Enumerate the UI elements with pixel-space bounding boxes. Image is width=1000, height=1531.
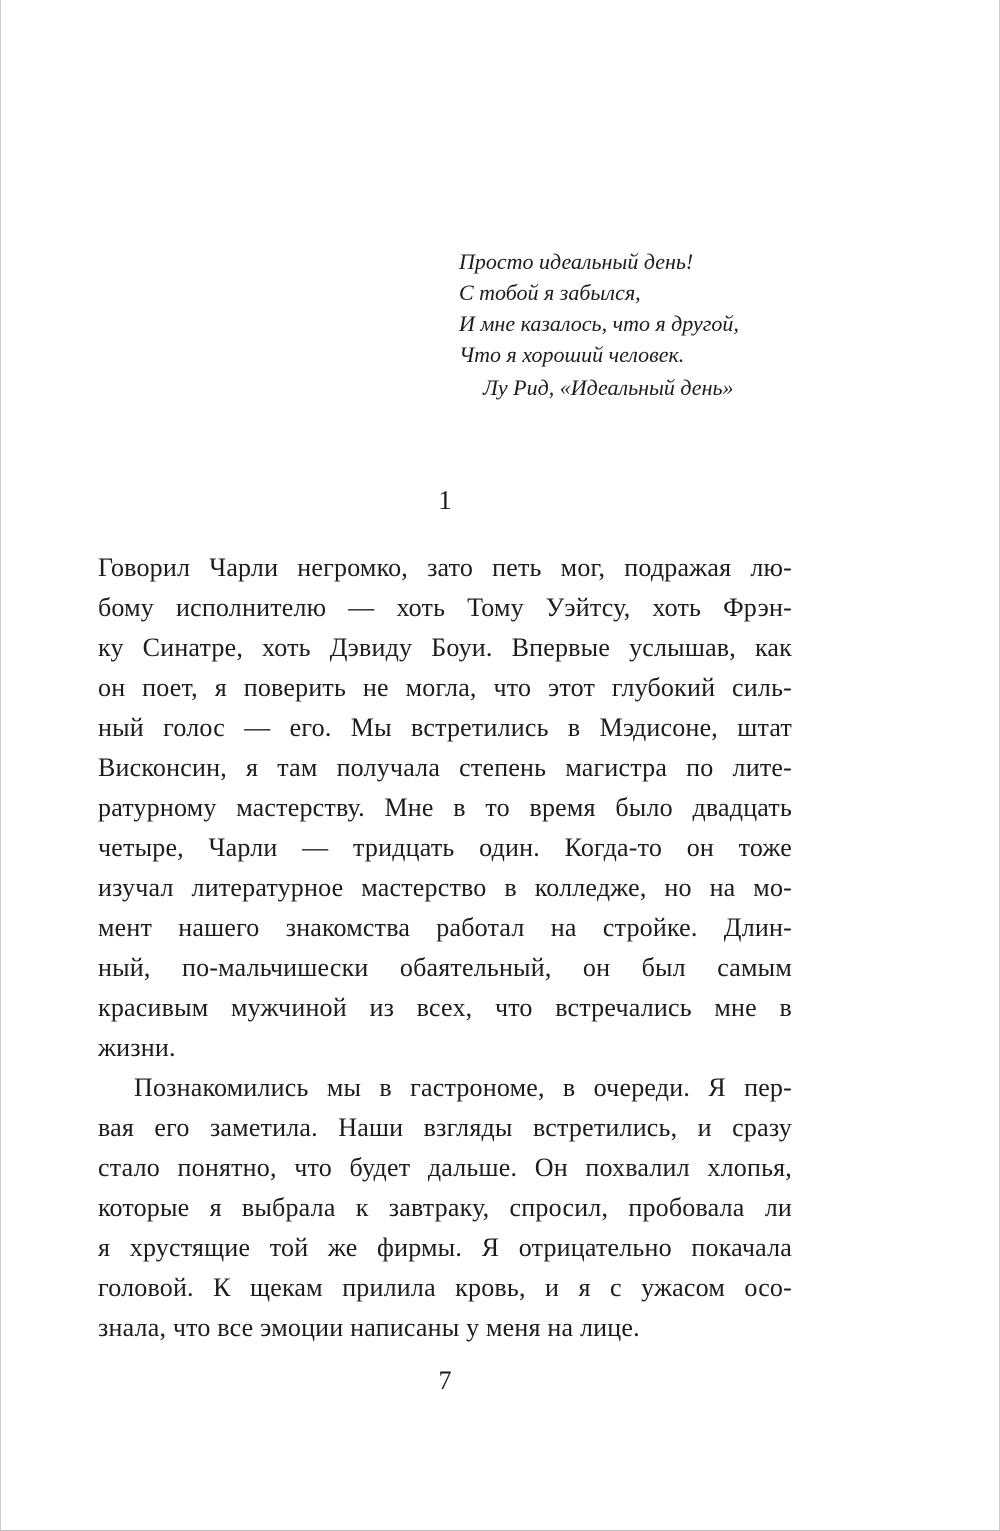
epigraph: [459, 246, 739, 403]
epigraph-attribution: Лу Рид, «Идеальный день»: [483, 375, 734, 400]
epigraph-line: И мне казалось, что я другой,: [459, 311, 739, 336]
body-line: изучал литературное мастерство в колледже, но на мо-: [98, 873, 792, 902]
body-line: головой. К щекам прилила кровь, и я с ужасом осо-: [98, 1273, 792, 1302]
body-line: знала, что все эмоции написаны у меня на лице.: [98, 1313, 640, 1342]
body-line: стало понятно, что будет дальше. Он похвалил хлопья,: [98, 1153, 792, 1182]
body-line: Висконсин, я там получала степень магистра по лите-: [98, 753, 792, 782]
body-line: жизни.: [98, 1033, 176, 1062]
body-line: красивым мужчиной из всех, что встречались мне в: [98, 993, 792, 1022]
body-line: он поет, я поверить не могла, что этот глубокий силь-: [98, 673, 792, 702]
body-line: Говорил Чарли негромко, зато петь мог, подражая лю-: [98, 553, 792, 582]
chapter-number: 1: [438, 485, 452, 515]
page-number: 7: [438, 1366, 452, 1395]
epigraph-line: Просто идеальный день!: [459, 249, 694, 274]
paragraph: [98, 1068, 792, 1348]
epigraph-line: С тобой я забылся,: [459, 280, 641, 305]
body-line: Познакомились мы в гастрономе, в очереди. Я пер-: [134, 1073, 792, 1102]
body-line: я хрустящие той же фирмы. Я отрицательно покачала: [98, 1233, 792, 1262]
body-line: вая его заметила. Наши взгляды встретились, и сразу: [98, 1113, 792, 1142]
epigraph-line: Что я хороший человек.: [459, 342, 685, 367]
body-line: бому исполнителю — хоть Тому Уэйтсу, хоть Фрэн-: [98, 593, 792, 622]
body-line: четыре, Чарли — тридцать один. Когда-то он тоже: [98, 833, 792, 862]
body-line: ку Синатре, хоть Дэвиду Боуи. Впервые услышав, как: [98, 633, 792, 662]
body-line: которые я выбрала к завтраку, спросил, пробовала ли: [98, 1193, 792, 1222]
body-line: ный голос — его. Мы встретились в Мэдисоне, штат: [98, 713, 792, 742]
body-line: ратурному мастерству. Мне в то время было двадцать: [98, 793, 792, 822]
body-text: [98, 548, 792, 1348]
paragraph: [98, 548, 792, 1068]
body-line: мент нашего знакомства работал на стройке. Длин-: [98, 913, 792, 942]
body-line: ный, по-мальчишески обаятельный, он был самым: [98, 953, 792, 982]
